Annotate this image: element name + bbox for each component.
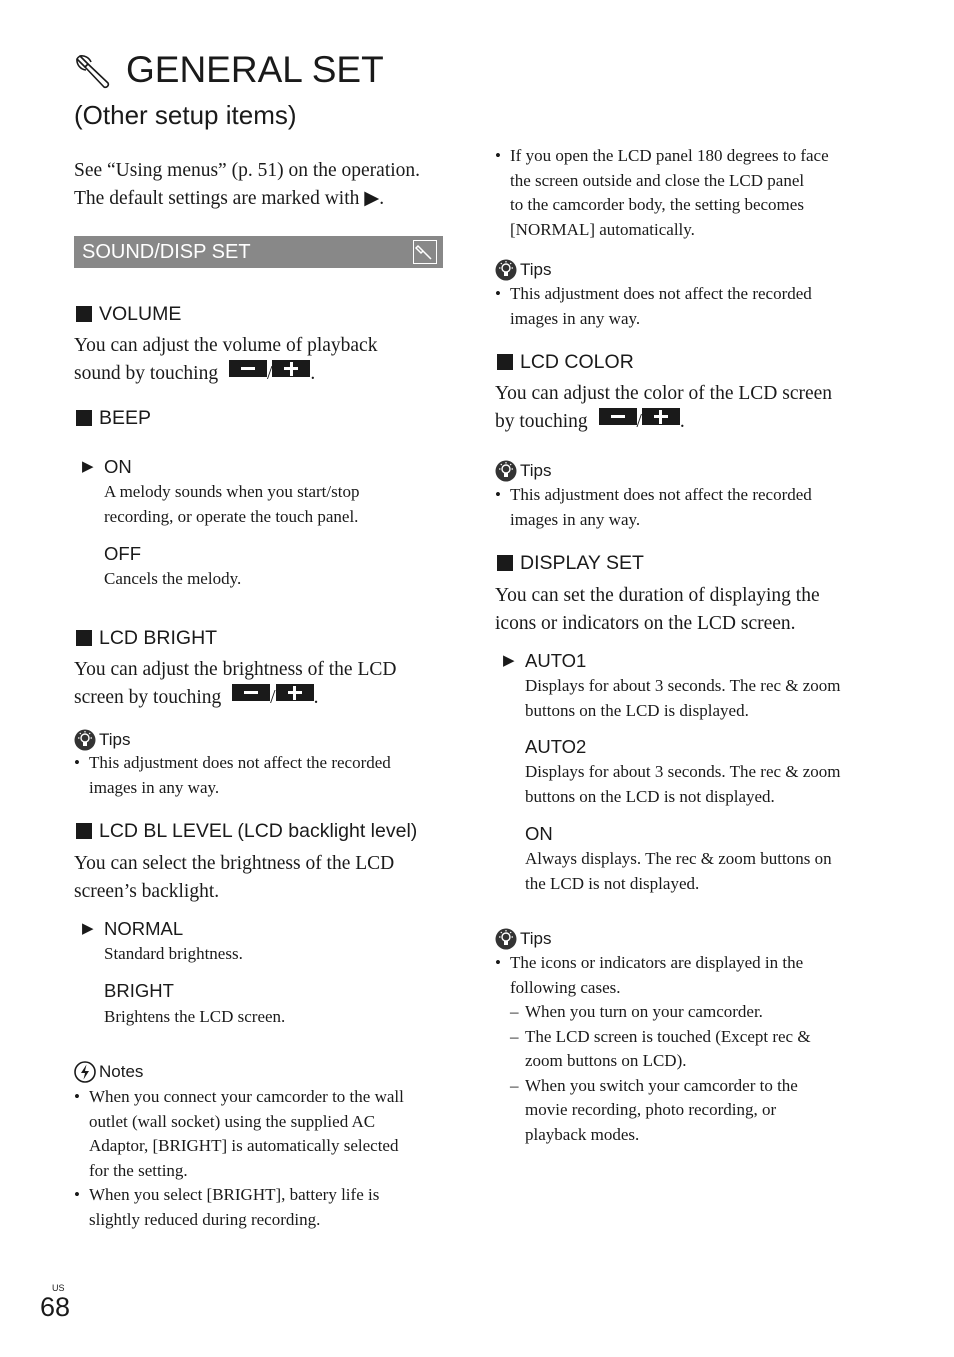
slash: / — [636, 411, 642, 432]
note-line: for the setting. — [89, 1160, 188, 1180]
tips-label: Tips — [520, 461, 552, 480]
tips-list — [495, 282, 812, 331]
lcd-color-heading — [497, 350, 634, 374]
tips-list — [74, 751, 391, 800]
intro-line-1: See “Using menus” (p. 51) on the operation. — [74, 160, 421, 181]
desc-line: A melody sounds when you start/stop — [104, 482, 360, 501]
note-line: the screen outside and close the LCD panel — [510, 170, 805, 190]
notes-heading — [74, 1060, 143, 1084]
option-label: OFF — [104, 543, 141, 564]
period: . — [679, 411, 685, 432]
square-bullet-icon — [497, 354, 513, 370]
page-number: 68 — [40, 1292, 71, 1322]
case-line: – When you turn on your camcorder. — [510, 1000, 811, 1025]
beep-option-off — [104, 542, 141, 566]
option-label: NORMAL — [104, 918, 184, 939]
volume-text: sound by touching — [74, 363, 219, 384]
minus-button-icon — [229, 360, 267, 377]
tip-line: images in any way. — [510, 509, 641, 529]
lcd-color-heading-label: LCD COLOR — [520, 350, 634, 373]
intro-text — [74, 157, 420, 213]
note-line: slightly reduced during recording. — [89, 1209, 321, 1229]
tip-line: • This adjustment does not affect the recorded — [74, 751, 391, 776]
minus-button-icon — [232, 684, 270, 701]
tip-line: • The icons or indicators are displayed in the — [495, 951, 811, 976]
slash: / — [270, 687, 276, 708]
desc-line — [495, 408, 832, 436]
plus-button-icon — [272, 360, 310, 377]
display-option-on — [525, 822, 553, 846]
tips-list — [495, 483, 812, 532]
lcd-bl-option-bright — [104, 979, 174, 1003]
desc-line: Displays for about 3 seconds. The rec & zoom — [525, 762, 841, 781]
tips-label: Tips — [99, 730, 131, 749]
tip-line: following cases. — [510, 977, 621, 997]
lcd-bright-heading-label: LCD BRIGHT — [99, 626, 218, 649]
region-code: US — [52, 1283, 65, 1293]
page-header — [74, 44, 384, 96]
banner-label: SOUND/DISP SET — [82, 241, 251, 263]
lcd-bl-heading-label: LCD BL LEVEL (LCD backlight level) — [99, 819, 418, 842]
minus-button-icon — [599, 408, 637, 425]
desc-line: Always displays. The rec & zoom buttons on — [525, 849, 832, 868]
beep-off-desc: Cancels the melody. — [104, 569, 242, 588]
desc-line: You can set the duration of displaying the — [495, 585, 820, 606]
lightbulb-icon — [495, 928, 517, 950]
notes-label: Notes — [99, 1062, 144, 1081]
tips-heading — [495, 927, 552, 951]
desc-line — [74, 684, 396, 712]
volume-desc-line-1: You can adjust the volume of playback — [74, 335, 378, 356]
default-marker-icon: ▶ — [503, 652, 515, 669]
lightbulb-icon — [495, 259, 517, 281]
lcd-bright-desc — [74, 656, 396, 712]
tips-label: Tips — [520, 260, 552, 279]
lcd-bl-continued-note — [495, 144, 829, 242]
note-line: to the camcorder body, the setting becomes — [510, 195, 804, 214]
plus-button-icon — [642, 408, 680, 425]
page-title: GENERAL SET — [126, 49, 384, 90]
option-label: ON — [104, 456, 132, 477]
lcd-bright-heading — [76, 626, 217, 650]
page-subtitle: (Other setup items) — [74, 100, 297, 130]
beep-on-desc — [104, 480, 359, 529]
note-line: • When you select [BRIGHT], battery life is — [74, 1183, 404, 1208]
note-line: [NORMAL] automatically. — [510, 219, 695, 239]
desc-line: buttons on the LCD is displayed. — [525, 700, 749, 720]
tip-line: images in any way. — [89, 777, 220, 797]
lcd-color-text: by touching — [495, 411, 588, 432]
wrench-icon — [413, 240, 437, 264]
square-bullet-icon — [76, 630, 92, 646]
square-bullet-icon — [76, 823, 92, 839]
display-set-desc — [495, 582, 820, 638]
on-desc — [525, 847, 832, 896]
desc-line: icons or indicators on the LCD screen. — [495, 613, 796, 634]
volume-heading-label: VOLUME — [99, 302, 182, 325]
display-option-auto2 — [525, 735, 586, 759]
desc-line: buttons on the LCD is not displayed. — [525, 786, 775, 806]
auto2-desc — [525, 760, 841, 809]
display-set-heading — [497, 551, 644, 575]
beep-heading-label: BEEP — [99, 406, 152, 429]
lcd-bl-option-normal — [82, 917, 184, 941]
display-set-heading-label: DISPLAY SET — [520, 551, 644, 574]
tips-label: Tips — [520, 929, 552, 948]
note-line: • If you open the LCD panel 180 degrees to face — [495, 144, 829, 169]
intro-line-2: The default settings are marked with ▶. — [74, 188, 385, 209]
tips-heading — [495, 258, 552, 282]
tip-line: images in any way. — [510, 308, 641, 328]
bright-desc: Brightens the LCD screen. — [104, 1007, 286, 1026]
slash: / — [266, 363, 273, 384]
option-label: ON — [525, 823, 553, 844]
case-line: – When you switch your camcorder to the — [510, 1074, 811, 1099]
lightbulb-icon — [74, 729, 96, 751]
volume-desc — [74, 332, 377, 388]
auto1-desc — [525, 674, 841, 723]
tips-list — [495, 951, 811, 1147]
notes-list — [74, 1085, 404, 1232]
volume-heading — [76, 302, 181, 326]
note-line: Adaptor, [BRIGHT] is automatically selected — [89, 1136, 399, 1155]
tip-line: • This adjustment does not affect the recorded — [495, 483, 812, 508]
square-bullet-icon — [76, 306, 92, 322]
desc-line: You can adjust the color of the LCD screen — [495, 383, 833, 404]
square-bullet-icon — [76, 410, 92, 426]
section-banner — [74, 236, 443, 268]
case-line: – The LCD screen is touched (Except rec & — [510, 1025, 811, 1050]
tip-line: • This adjustment does not affect the recorded — [495, 282, 812, 307]
notes-icon — [74, 1061, 96, 1083]
default-marker-icon: ▶ — [82, 920, 94, 937]
lightbulb-icon — [495, 460, 517, 482]
option-label: BRIGHT — [104, 980, 174, 1001]
desc-line: the LCD is not displayed. — [525, 873, 700, 893]
beep-heading — [76, 406, 151, 430]
display-option-auto1 — [503, 649, 587, 673]
note-line: • When you connect your camcorder to the wall — [74, 1085, 404, 1110]
lcd-color-desc — [495, 380, 832, 436]
lcd-bright-text: screen by touching — [74, 687, 222, 708]
desc-line: recording, or operate the touch panel. — [104, 506, 359, 526]
default-marker-icon: ▶ — [82, 458, 94, 475]
tips-heading — [495, 459, 552, 483]
option-label: AUTO2 — [525, 736, 587, 757]
case-line: zoom buttons on LCD). — [525, 1051, 687, 1070]
desc-line: screen’s backlight. — [74, 881, 220, 902]
tips-heading — [74, 728, 131, 752]
normal-desc: Standard brightness. — [104, 944, 243, 963]
desc-line: You can adjust the brightness of the LCD — [74, 659, 397, 680]
period: . — [310, 363, 316, 384]
period: . — [313, 687, 319, 708]
beep-option-on — [82, 455, 132, 479]
note-line: outlet (wall socket) using the supplied AC — [89, 1111, 376, 1131]
desc-line: You can select the brightness of the LCD — [74, 853, 395, 874]
case-line: playback modes. — [525, 1124, 640, 1144]
plus-button-icon — [276, 684, 314, 701]
wrench-icon — [74, 50, 120, 90]
lcd-bl-heading — [76, 819, 417, 843]
case-line: movie recording, photo recording, or — [525, 1100, 777, 1119]
desc-line: Displays for about 3 seconds. The rec & zoom — [525, 676, 841, 695]
lcd-bl-desc — [74, 850, 394, 906]
square-bullet-icon — [497, 555, 513, 571]
option-label: AUTO1 — [525, 650, 587, 671]
volume-desc-line-2 — [74, 360, 377, 388]
